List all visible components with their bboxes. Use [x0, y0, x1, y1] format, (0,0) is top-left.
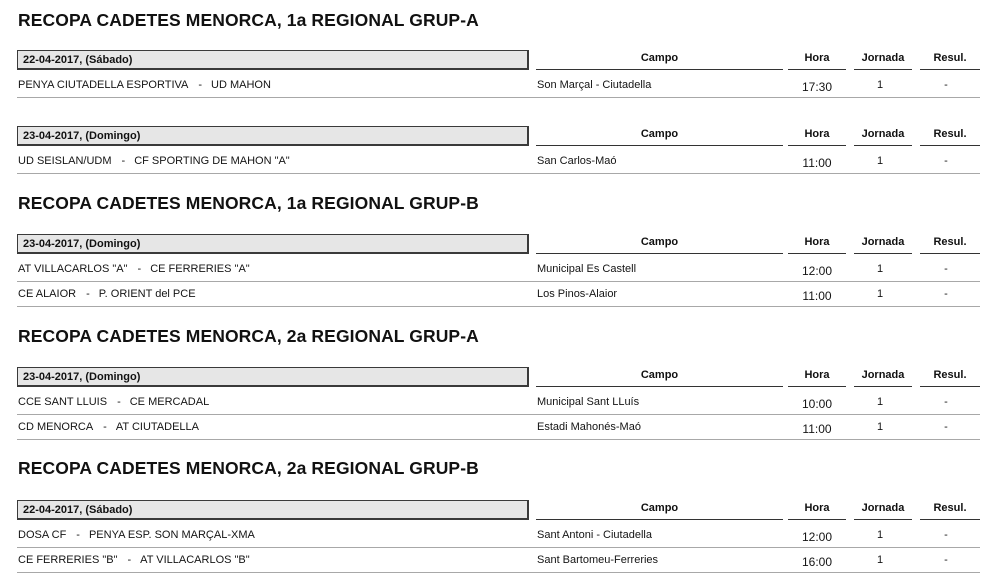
- row-divider: [17, 572, 980, 573]
- match-resul: -: [944, 155, 948, 167]
- column-header-jornada: Jornada: [854, 367, 912, 387]
- team-separator: -: [76, 529, 80, 541]
- match-row: [0, 524, 1000, 549]
- match-hora: 11:00: [802, 156, 832, 170]
- home-team: UD SEISLAN/UDM: [18, 155, 112, 167]
- row-divider: [17, 547, 980, 548]
- match-hora: 16:00: [801, 555, 833, 569]
- match-jornada: 1: [876, 155, 884, 167]
- day-block: [0, 48, 1000, 99]
- match-hora: 11:00: [802, 422, 832, 436]
- match-row: [0, 549, 1000, 574]
- column-header-campo: Campo: [536, 500, 783, 520]
- home-team: CD MENORCA: [18, 421, 94, 433]
- competition-title: RECOPA CADETES MENORCA, 2a REGIONAL GRUP-B: [18, 458, 479, 478]
- day-header: [0, 124, 1000, 150]
- column-header-hora: Hora: [788, 234, 846, 254]
- match-hora: 10:00: [801, 397, 833, 411]
- away-team: CE MERCADAL: [129, 396, 210, 408]
- competition-1a-grup-a: [0, 8, 967, 170]
- column-header-jornada: Jornada: [854, 126, 912, 146]
- day-block: [0, 365, 1000, 441]
- competition-title: RECOPA CADETES MENORCA, 2a REGIONAL GRUP-A: [18, 326, 479, 346]
- column-header-hora: Hora: [788, 367, 846, 387]
- match-jornada: 1: [876, 288, 884, 300]
- match-row: [0, 283, 1000, 308]
- match-campo: Los Pinos-Alaior: [537, 288, 618, 300]
- column-header-resul: Resul.: [920, 500, 980, 520]
- team-separator: -: [86, 288, 90, 300]
- match-resul: -: [944, 79, 948, 91]
- match-campo: San Carlos-Maó: [537, 155, 617, 167]
- match-row: [0, 416, 1000, 441]
- away-team: AT VILLACARLOS "B": [140, 554, 250, 566]
- match-hora: 11:00: [802, 289, 832, 303]
- match-resul: -: [944, 288, 948, 300]
- competition-title: RECOPA CADETES MENORCA, 1a REGIONAL GRUP-A: [18, 10, 479, 30]
- column-header-jornada: Jornada: [854, 234, 912, 254]
- match-row: [0, 74, 1000, 99]
- team-separator: -: [137, 263, 142, 275]
- match-jornada: 1: [876, 554, 884, 566]
- away-team: CF SPORTING DE MAHON "A": [134, 155, 290, 167]
- match-resul: -: [944, 421, 948, 433]
- match-jornada: 1: [876, 529, 884, 541]
- match-teams: [18, 258, 250, 281]
- match-resul: -: [944, 396, 948, 408]
- home-team: CE ALAIOR: [18, 288, 77, 300]
- column-header-resul: Resul.: [920, 234, 980, 254]
- home-team: DOSA CF: [18, 529, 67, 541]
- row-divider: [17, 306, 980, 307]
- match-teams: [18, 524, 255, 547]
- match-campo: Estadi Mahonés-Maó: [537, 421, 641, 433]
- column-header-hora: Hora: [788, 500, 846, 520]
- away-team: UD MAHON: [211, 79, 271, 91]
- team-separator: -: [117, 396, 121, 408]
- column-header-jornada: Jornada: [854, 500, 912, 520]
- date-label: 23-04-2017, (Domingo): [17, 367, 529, 387]
- row-divider: [17, 281, 980, 282]
- column-header-campo: Campo: [536, 126, 783, 146]
- date-label: 22-04-2017, (Sábado): [17, 50, 529, 70]
- column-header-campo: Campo: [536, 234, 783, 254]
- home-team: CCE SANT LLUIS: [18, 396, 108, 408]
- column-header-resul: Resul.: [920, 367, 980, 387]
- match-resul: -: [944, 554, 948, 566]
- match-teams: [18, 391, 209, 414]
- row-divider: [17, 439, 980, 440]
- competition-2a-grup-b: [0, 456, 967, 569]
- match-row: [0, 258, 1000, 283]
- day-header: [0, 48, 1000, 74]
- row-divider: [17, 414, 980, 415]
- column-header-campo: Campo: [536, 50, 783, 70]
- day-block: [0, 124, 1000, 175]
- column-header-campo: Campo: [536, 367, 783, 387]
- match-teams: [18, 416, 199, 439]
- day-block: [0, 498, 1000, 574]
- match-row: [0, 150, 1000, 175]
- competition-1a-grup-b: [0, 191, 967, 303]
- match-hora: 12:00: [801, 530, 833, 544]
- day-block: [0, 232, 1000, 308]
- competition-2a-grup-a: [0, 324, 967, 436]
- column-header-resul: Resul.: [920, 126, 980, 146]
- column-header-jornada: Jornada: [854, 50, 912, 70]
- home-team: CE FERRERIES "B": [18, 554, 118, 566]
- away-team: PENYA ESP. SON MARÇAL-XMA: [88, 529, 255, 541]
- day-header: [0, 232, 1000, 258]
- team-separator: -: [127, 554, 132, 566]
- match-row: [0, 391, 1000, 416]
- match-jornada: 1: [876, 396, 884, 408]
- column-header-resul: Resul.: [920, 50, 980, 70]
- match-hora: 17:30: [801, 80, 833, 94]
- day-header: [0, 365, 1000, 391]
- match-teams: [18, 150, 290, 173]
- match-campo: Municipal Es Castell: [537, 263, 637, 275]
- date-label: 23-04-2017, (Domingo): [17, 234, 529, 254]
- match-campo: Municipal Sant LLuís: [537, 396, 640, 408]
- home-team: PENYA CIUTADELLA ESPORTIVA: [18, 79, 189, 91]
- match-jornada: 1: [876, 79, 884, 91]
- match-teams: [18, 283, 196, 306]
- row-divider: [17, 97, 980, 98]
- match-jornada: 1: [876, 263, 884, 275]
- date-label: 23-04-2017, (Domingo): [17, 126, 529, 146]
- team-separator: -: [103, 421, 107, 433]
- match-campo: Sant Bartomeu-Ferreries: [537, 554, 659, 566]
- team-separator: -: [121, 155, 126, 167]
- match-campo: Sant Antoni - Ciutadella: [537, 529, 652, 541]
- match-hora: 12:00: [801, 264, 833, 278]
- match-resul: -: [944, 263, 948, 275]
- competition-title: RECOPA CADETES MENORCA, 1a REGIONAL GRUP-B: [18, 193, 479, 213]
- row-divider: [17, 173, 980, 174]
- match-campo: Son Marçal - Ciutadella: [537, 79, 652, 91]
- match-jornada: 1: [876, 421, 884, 433]
- match-teams: [18, 549, 250, 572]
- home-team: AT VILLACARLOS "A": [18, 263, 128, 275]
- away-team: AT CIUTADELLA: [115, 421, 199, 433]
- team-separator: -: [198, 79, 203, 91]
- column-header-hora: Hora: [788, 50, 846, 70]
- match-teams: [18, 74, 271, 97]
- day-header: [0, 498, 1000, 524]
- away-team: CE FERRERIES "A": [150, 263, 250, 275]
- date-label: 22-04-2017, (Sábado): [17, 500, 529, 520]
- away-team: P. ORIENT del PCE: [98, 288, 196, 300]
- column-header-hora: Hora: [788, 126, 846, 146]
- match-resul: -: [944, 529, 948, 541]
